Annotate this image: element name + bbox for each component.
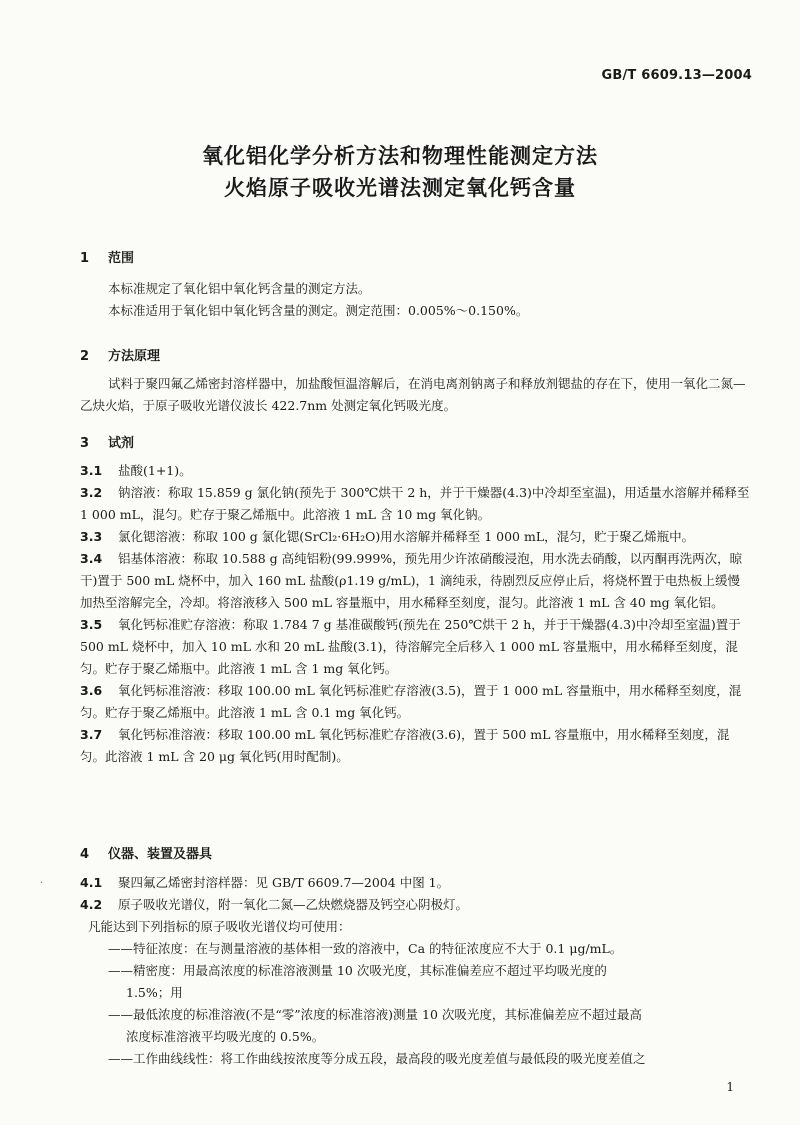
list-item [80, 614, 750, 680]
section-3-heading [80, 432, 134, 451]
section-title: 范围 [108, 251, 135, 266]
standard-code: GB/T 6609.13—2004 [601, 68, 752, 83]
page-number: 1 [726, 1080, 734, 1094]
section-number: 3 [80, 436, 90, 451]
title-line-1: 氧化铝化学分析方法和物理性能测定方法 [202, 144, 598, 168]
requirement-continuation: 浓度标准溶液平均吸光度的 0.5%。 [126, 1029, 325, 1044]
margin-mark: · [40, 878, 44, 889]
item-number: 3.7 [80, 727, 103, 742]
section-number: 4 [80, 847, 90, 862]
title-line-2: 火焰原子吸收光谱法测定氧化钙含量 [224, 176, 576, 200]
item-text: 氯化锶溶液：称取 100 g 氯化锶(SrCl₂·6H₂O)用水溶解并稀释至 1 000 mL，混匀，贮于聚乙烯瓶中。 [118, 529, 695, 544]
item-text: 盐酸(1+1)。 [118, 463, 192, 478]
section-3-body [80, 460, 750, 768]
item-number: 4.1 [80, 875, 103, 890]
requirement-line: ——精密度：用最高浓度的标准溶液测量 10 次吸光度，其标准偏差应不超过平均吸光度的 [108, 963, 607, 978]
section-4-body [80, 872, 750, 1070]
section-1-heading [80, 247, 134, 266]
item-text: 聚四氟乙烯密封溶样器：见 GB/T 6609.7—2004 中图 1。 [118, 875, 450, 890]
item-continuation: 凡能达到下列指标的原子吸收光谱仪均可使用： [88, 919, 351, 934]
item-text: 原子吸收光谱仪，附一氧化二氮—乙炔燃烧器及钙空心阴极灯。 [118, 897, 469, 912]
document-title [0, 140, 800, 204]
section-title: 方法原理 [108, 349, 161, 364]
list-item [80, 872, 750, 894]
list-item [80, 526, 750, 548]
list-item [80, 680, 750, 724]
item-number: 3.1 [80, 463, 103, 478]
list-item [80, 460, 750, 482]
section-title: 仪器、装置及器具 [108, 847, 213, 862]
paragraph: 试料于聚四氟乙烯密封溶样器中，加盐酸恒温溶解后，在消电离剂钠离子和释放剂锶盐的存在下，使用一氧化二氮—乙炔火焰，于原子吸收光谱仪波长 422.7nm 处测定氧化钙吸光度。 [80, 376, 746, 413]
requirement-line: ——最低浓度的标准溶液(不是“零”浓度的标准溶液)测量 10 次吸光度，其标准偏差应不超过最高 [108, 1007, 642, 1022]
item-number: 3.4 [80, 551, 103, 566]
section-number: 2 [80, 349, 90, 364]
item-text: 氧化钙标准溶液：移取 100.00 mL 氧化钙标准贮存溶液(3.6)，置于 500 mL 容量瓶中，用水稀释至刻度，混匀。此溶液 1 mL 含 20 μg 氧化钙(用时配制)。 [80, 727, 730, 764]
requirement-line: ——特征浓度：在与测量溶液的基体相一致的溶液中，Ca 的特征浓度应不大于 0.1 μg/mL。 [108, 941, 623, 956]
paragraph: 本标准规定了氧化铝中氧化钙含量的测定方法。 [108, 281, 371, 296]
item-number: 3.6 [80, 683, 103, 698]
paragraph: 本标准适用于氧化铝中氧化钙含量的测定。测定范围：0.005%～0.150%。 [108, 303, 529, 318]
list-item [80, 548, 750, 614]
item-number: 3.3 [80, 529, 103, 544]
list-item [80, 724, 750, 768]
section-4-heading [80, 843, 212, 862]
requirement-continuation: 1.5%；用 [126, 985, 183, 1000]
item-text: 氧化钙标准溶液：移取 100.00 mL 氧化钙标准贮存溶液(3.5)，置于 1 000 mL 容量瓶中，用水稀释至刻度，混匀。贮存于聚乙烯瓶中。此溶液 1 mL 含 0.1 mg 氧化钙。 [80, 683, 742, 720]
section-1-body [80, 278, 750, 322]
item-number: 3.2 [80, 485, 103, 500]
list-item [80, 894, 750, 916]
item-text: 钠溶液：称取 15.859 g 氯化钠(预先于 300℃烘干 2 h，并于干燥器(4.3)中冷却至室温)，用适量水溶解并稀释至 1 000 mL，混匀。贮存于聚乙烯瓶中。此溶液 1 mL 含 10 mg 氧化钠。 [80, 485, 750, 522]
requirement-line: ——工作曲线线性：将工作曲线按浓度等分成五段，最高段的吸光度差值与最低段的吸光度差值之 [108, 1051, 646, 1066]
item-text: 氧化钙标准贮存溶液：称取 1.784 7 g 基准碳酸钙(预先在 250℃烘干 2 h，并于干燥器(4.3)中冷却至室温)置于 500 mL 烧杯中，加入 10 mL 水和 20 mL 盐酸(3.1)，待溶解完全后移入 1 000 mL 容量瓶中，用水稀释至刻度，混匀。贮存于聚乙烯瓶中。此溶液 1 mL 含 1 mg 氧化钙。 [80, 617, 741, 676]
section-2-body [80, 373, 750, 417]
item-text: 铝基体溶液：称取 10.588 g 高纯铝粉(99.999%，预先用少许浓硝酸浸泡，用水洗去硝酸，以丙酮再洗两次，晾干)置于 500 mL 烧杯中，加入 160 mL 盐酸(ρ1.19 g/mL)，1 滴纯汞，待剧烈反应停止后，将烧杯置于电热板上缓慢加热至溶解完全，冷却。将溶液移入 500 mL 容量瓶中，用水稀释至刻度，混匀。此溶液 1 mL 含 40 mg 氧化铝。 [80, 551, 743, 610]
item-number: 3.5 [80, 617, 103, 632]
item-number: 4.2 [80, 897, 103, 912]
section-number: 1 [80, 251, 90, 266]
section-title: 试剂 [108, 436, 135, 451]
list-item [80, 482, 750, 526]
section-2-heading [80, 345, 160, 364]
